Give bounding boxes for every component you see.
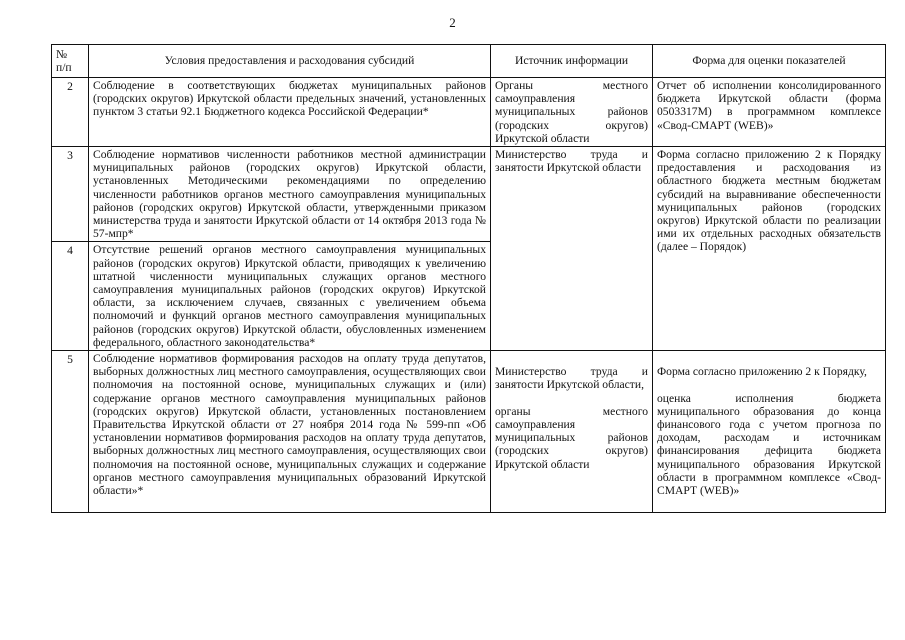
source-line: Министерство труда и занятости Иркутской области, xyxy=(495,365,648,392)
row-conditions: Отсутствие решений органов местного самоуправления муниципальных районов (городских округов) Иркутской области, приводящих к увеличению штатной численности муниципальных служащих органов местного самоуправления муниципальных районов (городских округов) Иркутской области, за исключением случаев, связанных с увеличением объема полномочий и функций органов местного самоуправления муниципальных районов (городских округов) Иркутской области, обусловленных изменением федерального, областного законодательства* xyxy=(89,242,491,351)
form-line: оценка исполнения бюджета муниципального образования до конца финансового года с учетом прогноза по доходам, расходам и источникам финансирования дефицита бюджета муниципального образования Иркутской области в программном комплексе «Свод-СМАРТ (WEB)» xyxy=(657,391,881,498)
table-row xyxy=(52,351,886,512)
row-num: 5 xyxy=(52,351,89,512)
header-num: № п/п xyxy=(52,45,89,78)
header-conditions: Условия предоставления и расходования субсидий xyxy=(89,45,491,78)
source-line: органы местного самоуправления муниципальных районов (городских округов) Иркутской области xyxy=(495,404,648,471)
header-form: Форма для оценки показателей xyxy=(653,45,886,78)
row-num: 2 xyxy=(52,78,89,147)
row-form xyxy=(653,351,886,512)
table-row xyxy=(52,147,886,242)
row-conditions: Соблюдение нормативов численности работников местной администрации муниципальных районов (городских округов) Иркутской области, установленных Методическими рекомендациями по определению численности работников органов местного самоуправления муниципальных районов (городских округов) Иркутской области, утвержденными приказом министерства труда и занятости Иркутской области от 14 октября 2013 года № 57-мпр* xyxy=(89,147,491,242)
row-conditions: Соблюдение в соответствующих бюджетах муниципальных районов (городских округов) Иркутской области предельных значений, установленных пунктом 3 статьи 92.1 Бюджетного кодекса Российской Федерации* xyxy=(89,78,491,147)
table-header-row xyxy=(52,45,886,78)
row-source: Органы местного самоуправления муниципальных районов (городских округов) Иркутской области xyxy=(491,78,653,147)
row-source: Министерство труда и занятости Иркутской области xyxy=(491,147,653,351)
row-form: Форма согласно приложению 2 к Порядку предоставления и расходования из областного бюджета местным бюджетам субсидий на выравнивание обеспеченности муниципальных районов (городских округов) Иркутской области по реализации ими их отдельных расходных обязательств (далее – Порядок) xyxy=(653,147,886,351)
row-conditions: Соблюдение нормативов формирования расходов на оплату труда депутатов, выборных должностных лиц местного самоуправления, осуществляющих свои полномочия на постоянной основе, муниципальных служащих и (или) содержание органов местного самоуправления муниципальных районов (городских округов) Иркутской области, установленных постановлением Правительства Иркутской области от 27 ноября 2014 года № 599-пп «Об установлении нормативов формирования расходов на оплату труда депутатов, выборных должностных лиц местного самоуправления, осуществляющих свои полномочия на постоянной основе, муниципальных служащих и содержание органов местного самоуправления муниципальных образований Иркутской области»* xyxy=(89,351,491,512)
row-source xyxy=(491,351,653,512)
row-num: 3 xyxy=(52,147,89,242)
form-line: Форма согласно приложению 2 к Порядку, xyxy=(657,365,867,379)
subsidy-conditions-table xyxy=(51,44,886,513)
table-row xyxy=(52,78,886,147)
row-form: Отчет об исполнении консолидированного бюджета Иркутской области (форма 0503317М) в программном комплексе «Свод-СМАРТ (WEB)» xyxy=(653,78,886,147)
row-num: 4 xyxy=(52,242,89,351)
header-source: Источник информации xyxy=(491,45,653,78)
page-number: 2 xyxy=(449,15,456,30)
